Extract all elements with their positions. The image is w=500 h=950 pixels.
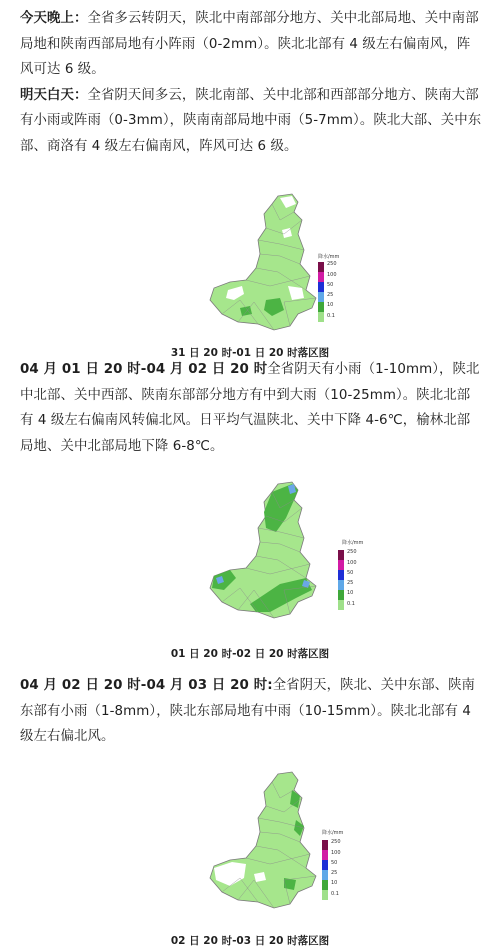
legend-tick: 50 bbox=[347, 570, 354, 576]
legend-tick: 100 bbox=[327, 272, 337, 278]
legend-tick: 25 bbox=[347, 580, 354, 586]
forecast-day-2 bbox=[20, 357, 482, 459]
legend-tick: 250 bbox=[327, 261, 337, 267]
legend-tick: 25 bbox=[327, 292, 334, 298]
legend bbox=[322, 829, 344, 900]
legend-tick: 0.1 bbox=[331, 891, 339, 897]
tomorrow-label: 明天白天： bbox=[20, 87, 88, 103]
legend bbox=[338, 539, 364, 610]
legend-tick: 0.1 bbox=[327, 313, 335, 319]
tonight-text: 全省多云转阴天，陕北中南部部分地方、关中北部局地、关中南部局地和陕南西部局地有小阵雨（0-2mm）。陕北北部有 4 级左右偏南风，阵风可达 6 级。 bbox=[20, 11, 479, 77]
shaanxi-province-shape bbox=[210, 194, 316, 330]
map-1-caption: 31 日 20 时-01 日 20 时落区图 bbox=[170, 347, 330, 359]
legend-swatch-0.1 bbox=[318, 312, 324, 322]
legend-swatch-100 bbox=[318, 272, 324, 282]
map-1-svg bbox=[200, 190, 360, 340]
legend-title: 降水/mm bbox=[322, 830, 344, 836]
legend-tick: 250 bbox=[331, 839, 341, 845]
legend-swatch-10 bbox=[338, 590, 344, 600]
map-3-svg bbox=[200, 768, 360, 918]
legend-swatch-50 bbox=[338, 570, 344, 580]
legend-swatch-0.1 bbox=[322, 890, 328, 900]
legend-swatch-10 bbox=[318, 302, 324, 312]
legend-tick: 100 bbox=[347, 560, 357, 566]
map-3-caption: 02 日 20 时-03 日 20 时落区图 bbox=[170, 935, 330, 947]
forecast-day-3 bbox=[20, 673, 482, 750]
legend-tick: 10 bbox=[347, 590, 354, 596]
legend-title: 降水/mm bbox=[318, 254, 340, 260]
shaanxi-province-shape bbox=[210, 772, 316, 908]
precipitation-map-2 bbox=[200, 478, 364, 628]
legend-swatch-50 bbox=[318, 282, 324, 292]
precipitation-map-3 bbox=[200, 768, 360, 918]
precipitation-map-1 bbox=[200, 190, 360, 340]
legend-swatch-50 bbox=[322, 860, 328, 870]
legend-swatch-100 bbox=[322, 850, 328, 860]
legend-swatch-25 bbox=[338, 580, 344, 590]
legend-tick: 25 bbox=[331, 870, 338, 876]
legend-swatch-250 bbox=[318, 262, 324, 272]
legend-tick: 250 bbox=[347, 549, 357, 555]
legend-swatch-0.1 bbox=[338, 600, 344, 610]
legend-swatch-25 bbox=[322, 870, 328, 880]
legend-tick: 0.1 bbox=[347, 601, 355, 607]
legend-swatch-10 bbox=[322, 880, 328, 890]
legend-swatch-100 bbox=[338, 560, 344, 570]
legend-tick: 50 bbox=[331, 860, 338, 866]
period-label: 04 月 02 日 20 时-04 月 03 日 20 时: bbox=[20, 678, 273, 693]
period-text: 全省阴天，陕北、关中东部、陕南东部有小雨（1-8mm），陕北东部局地有中雨（10-15mm）。陕北北部有 4 级左右偏北风。 bbox=[20, 678, 476, 744]
legend-tick: 50 bbox=[327, 282, 334, 288]
period-text: 全省阴天有小雨（1-10mm），陕北中北部、关中西部、陕南东部部分地方有中到大雨（10-25mm）。陕北北部有 4 级左右偏南风转偏北风。日平均气温陕北、关中下降 4-6℃，榆林北部局地、关中北部局地下降 6-8℃。 bbox=[20, 362, 480, 454]
tomorrow-text: 全省阴天间多云，陕北南部、关中北部和西部部分地方、陕南大部有小雨或阵雨（0-3mm），陕南南部局地中雨（5-7mm）。陕北大部、关中东部、商洛有 4 级左右偏南风，阵风可达 6 级。 bbox=[20, 87, 482, 154]
legend-swatch-25 bbox=[318, 292, 324, 302]
period-label: 04 月 01 日 20 时-04 月 02 日 20 时 bbox=[20, 362, 268, 377]
legend-tick: 10 bbox=[331, 880, 338, 886]
legend-swatch-250 bbox=[338, 550, 344, 560]
legend-title: 降水/mm bbox=[342, 540, 364, 546]
map-2-caption: 01 日 20 时-02 日 20 时落区图 bbox=[170, 648, 330, 660]
legend-tick: 10 bbox=[327, 302, 334, 308]
forecast-tonight-tomorrow bbox=[20, 6, 482, 159]
legend-tick: 100 bbox=[331, 850, 341, 856]
legend-swatch-250 bbox=[322, 840, 328, 850]
map-2-svg bbox=[200, 478, 364, 628]
legend bbox=[318, 253, 340, 322]
tonight-label: 今天晚上： bbox=[20, 11, 88, 26]
